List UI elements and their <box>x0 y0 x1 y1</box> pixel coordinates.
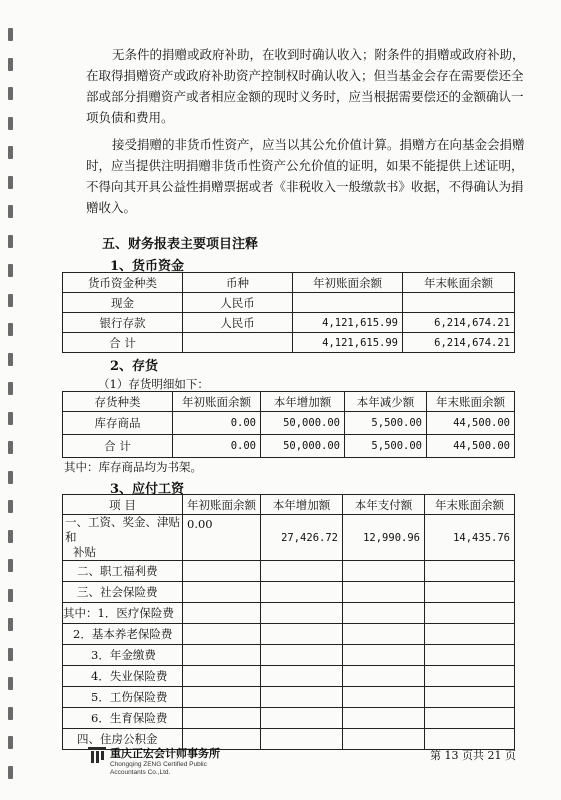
cell <box>261 666 343 687</box>
cell <box>183 582 261 603</box>
cash-table <box>62 272 515 353</box>
cell <box>261 624 343 645</box>
table-header-row <box>63 392 515 412</box>
table-row <box>63 561 515 582</box>
binding-hole <box>8 766 13 779</box>
column-header: 货币资金种类 <box>63 273 183 293</box>
cell: 库存商品 <box>63 412 173 435</box>
column-header: 年初账面余额 <box>183 495 261 515</box>
column-header: 项 目 <box>63 495 183 515</box>
cell <box>261 687 343 708</box>
cell <box>183 645 261 666</box>
binding-hole <box>8 648 13 661</box>
cell: 12,990.96 <box>343 515 425 561</box>
inventory-subheading: （1）存货明细如下： <box>98 377 209 391</box>
cell: 人民币 <box>183 293 293 313</box>
cell <box>63 515 183 561</box>
cell <box>261 708 343 729</box>
column-header: 本年支付额 <box>343 495 425 515</box>
text-line: 赠收入。 <box>86 200 137 215</box>
table-row <box>63 645 515 666</box>
table-total-row <box>63 435 515 458</box>
cell: 0.00 <box>173 412 261 435</box>
cell <box>343 645 425 666</box>
cell <box>425 624 515 645</box>
inventory-table <box>62 391 515 458</box>
payroll-heading: 3、应付工资 <box>110 482 185 497</box>
table-row <box>63 313 515 333</box>
cell: 合 计 <box>63 435 173 458</box>
binding-hole <box>8 58 13 71</box>
cell: 合 计 <box>63 333 183 353</box>
cell: 人民币 <box>183 313 293 333</box>
cell: 27,426.72 <box>261 515 343 561</box>
table-row <box>63 293 515 313</box>
cell <box>425 645 515 666</box>
table-row <box>63 582 515 603</box>
text-line: 时，应当提供注明捐赠非货币性资产公允价值的证明，如果不能提供上述证明， <box>86 158 524 173</box>
text-line: 接受捐赠的非货币性资产，应当以其公允价值计算。捐赠方在向基金会捐赠 <box>112 137 525 152</box>
table-row <box>63 412 515 435</box>
firm-name-en: Accountants Co.,Ltd. <box>110 769 171 776</box>
cell <box>343 687 425 708</box>
cell <box>183 708 261 729</box>
cell: 4．失业保险费 <box>63 666 183 687</box>
cell <box>343 561 425 582</box>
table-total-row <box>63 333 515 353</box>
binding-hole <box>8 707 13 720</box>
binding-hole <box>8 736 13 749</box>
binding-hole <box>8 441 13 454</box>
cell <box>261 582 343 603</box>
binding-hole <box>8 353 13 366</box>
cell <box>183 624 261 645</box>
cell: 6,214,674.21 <box>403 333 515 353</box>
cell <box>261 561 343 582</box>
column-header: 存货种类 <box>63 392 173 412</box>
binding-hole <box>8 530 13 543</box>
cell: 二、职工福利费 <box>63 561 183 582</box>
cell: 其中：1．医疗保险费 <box>63 603 183 624</box>
paragraph-noncash-donation <box>86 134 526 218</box>
table-row <box>63 603 515 624</box>
column-header: 本年减少额 <box>345 392 427 412</box>
cell: 0.00 <box>173 435 261 458</box>
section-title: 五、财务报表主要项目注释 <box>102 237 259 252</box>
cell: 44,500.00 <box>427 435 515 458</box>
firm-name-cn: 重庆正宏会计师事务所 <box>110 748 220 760</box>
firm-name <box>110 745 220 777</box>
cell <box>261 603 343 624</box>
text-line: 在取得捐赠资产或政府补助资产控制权时确认收入；但当基金会存在需要偿还全 <box>86 68 524 83</box>
binding-hole <box>8 382 13 395</box>
cell <box>183 333 293 353</box>
firm-logo-icon <box>88 747 106 763</box>
binding-hole <box>8 618 13 631</box>
cell <box>425 561 515 582</box>
table-header-row <box>63 495 515 515</box>
column-header: 年末账面余额 <box>427 392 515 412</box>
cell <box>403 293 515 313</box>
table-row <box>63 624 515 645</box>
cell <box>425 582 515 603</box>
binding-hole <box>8 294 13 307</box>
page-number: 第 13 页共 21 页 <box>430 749 516 762</box>
table-row <box>63 708 515 729</box>
cell: 5,500.00 <box>345 412 427 435</box>
cell: 5．工伤保险费 <box>63 687 183 708</box>
cell: 4,121,615.99 <box>293 333 403 353</box>
cell <box>261 729 343 750</box>
cell: 6,214,674.21 <box>403 313 515 333</box>
binding-hole <box>8 205 13 218</box>
column-header: 年末帐面余额 <box>403 273 515 293</box>
binding-hole <box>8 176 13 189</box>
binding-hole <box>8 500 13 513</box>
cell <box>183 666 261 687</box>
paragraph-donation-recognition <box>86 44 526 128</box>
cell: 44,500.00 <box>427 412 515 435</box>
cell <box>343 729 425 750</box>
column-header: 年末账面余额 <box>425 495 515 515</box>
text-line: 无条件的捐赠或政府补助，在收到时确认收入；附条件的捐赠或政府补助， <box>112 47 525 62</box>
column-header: 本年增加额 <box>261 392 345 412</box>
cell <box>343 708 425 729</box>
cell <box>183 561 261 582</box>
binding-hole <box>8 589 13 602</box>
binding-hole <box>8 235 13 248</box>
table-header-row <box>63 273 515 293</box>
column-header: 币种 <box>183 273 293 293</box>
cell <box>293 293 403 313</box>
binding-hole <box>8 471 13 484</box>
binding-hole <box>8 28 13 41</box>
binding-hole <box>8 264 13 277</box>
cell <box>183 603 261 624</box>
text-line: 部或部分捐赠资产或者相应金额的现时义务时，应当根据需要偿还的金额确认一 <box>86 89 524 104</box>
binding-hole <box>8 146 13 159</box>
cell: 0.00 <box>183 515 261 561</box>
binding-hole <box>8 559 13 572</box>
inventory-heading: 2、存货 <box>110 359 159 374</box>
inventory-note: 其中：库存商品均为书架。 <box>64 460 202 474</box>
cell: 50,000.00 <box>261 435 345 458</box>
table-row <box>63 687 515 708</box>
binding-holes <box>6 0 16 800</box>
cell <box>425 666 515 687</box>
firm-name-en: Chongqing ZENG Certified Public <box>110 761 207 768</box>
cell: 2．基本养老保险费 <box>63 624 183 645</box>
cell: 4,121,615.99 <box>293 313 403 333</box>
cell: 银行存款 <box>63 313 183 333</box>
binding-hole <box>8 323 13 336</box>
cell <box>343 624 425 645</box>
cell: 现金 <box>63 293 183 313</box>
cell: 四、住房公积金 <box>63 729 183 750</box>
cell <box>425 708 515 729</box>
cell: 三、社会保险费 <box>63 582 183 603</box>
cell <box>425 603 515 624</box>
cell <box>183 687 261 708</box>
payroll-table <box>62 494 515 750</box>
table-row <box>63 666 515 687</box>
cell <box>343 666 425 687</box>
cell: 50,000.00 <box>261 412 345 435</box>
table-row <box>63 515 515 561</box>
cell: 6．生育保险费 <box>63 708 183 729</box>
cell: 5,500.00 <box>345 435 427 458</box>
row-label-line: 补贴 <box>73 545 96 559</box>
column-header: 本年增加额 <box>261 495 343 515</box>
column-header: 年初账面余额 <box>293 273 403 293</box>
binding-hole <box>8 87 13 100</box>
text-line: 不得向其开具公益性捐赠票据或者《非税收入一般缴款书》收据，不得确认为捐 <box>86 179 524 194</box>
binding-hole <box>8 412 13 425</box>
column-header: 年初账面余额 <box>173 392 261 412</box>
cell: 3．年金缴费 <box>63 645 183 666</box>
binding-hole <box>8 677 13 690</box>
cell <box>343 603 425 624</box>
cell <box>343 582 425 603</box>
cell <box>261 645 343 666</box>
binding-hole <box>8 117 13 130</box>
text-line: 项负债和费用。 <box>86 110 174 125</box>
cell: 14,435.76 <box>425 515 515 561</box>
cell <box>425 687 515 708</box>
row-label-line: 一、工资、奖金、津贴和 <box>65 515 180 544</box>
cash-heading: 1、货币资金 <box>110 259 185 274</box>
